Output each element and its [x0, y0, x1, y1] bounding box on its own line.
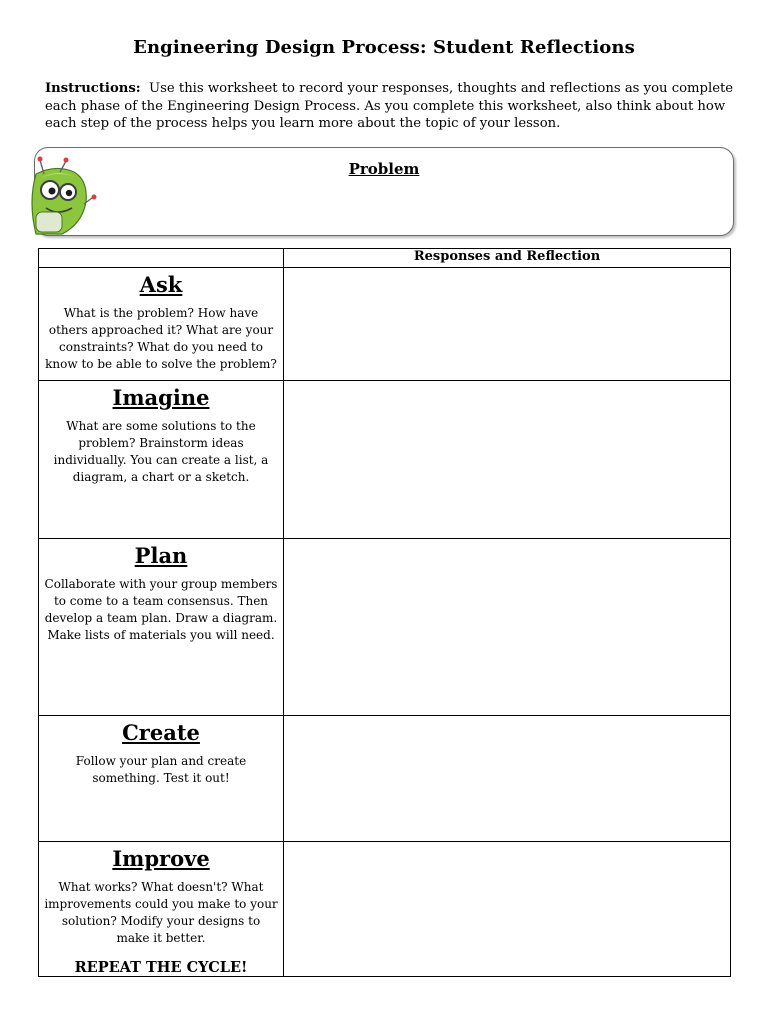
- step-description: What is the problem? How have others approached it? What are your constraints? What do you need to know to be able to solve the problem?: [45, 306, 277, 371]
- reflection-table: [38, 248, 731, 977]
- response-cell-create[interactable]: [284, 716, 731, 842]
- step-title: Ask: [139, 272, 183, 297]
- repeat-cycle-note: REPEAT THE CYCLE!: [74, 959, 248, 976]
- response-cell-plan[interactable]: [284, 539, 731, 716]
- table-row: [39, 716, 731, 842]
- step-description: What are some solutions to the problem? Brainstorm ideas individually. You can create a list, a diagram, a chart or a sketch.: [53, 419, 269, 484]
- instructions-label: Instructions:: [45, 81, 141, 96]
- page-title: Engineering Design Process: Student Reflections: [133, 37, 635, 58]
- step-cell-ask: [39, 268, 284, 381]
- problem-box[interactable]: [34, 147, 734, 236]
- table-row: [39, 842, 731, 977]
- problem-title: Problem: [348, 160, 420, 178]
- response-cell-ask[interactable]: [284, 268, 731, 381]
- step-description: Collaborate with your group members to come to a team consensus. Then develop a team plan. Draw a diagram. Make lists of materials you will need.: [44, 577, 278, 642]
- step-title: Improve: [112, 846, 210, 871]
- response-cell-imagine[interactable]: [284, 381, 731, 539]
- step-cell-plan: [39, 539, 284, 716]
- step-cell-improve: [39, 842, 284, 977]
- responses-header: Responses and Reflection: [284, 249, 731, 268]
- step-description: What works? What doesn't? What improvements could you make to your solution? Modify your designs to make it better.: [44, 880, 278, 945]
- instructions: [45, 80, 735, 133]
- table-row: [39, 268, 731, 381]
- table-row: [39, 381, 731, 539]
- robot-mascot-icon: [30, 154, 100, 236]
- table-row: [39, 539, 731, 716]
- instructions-text: Use this worksheet to record your responses, thoughts and reflections as you complete each phase of the Engineering Design Process. As you complete this worksheet, also think about how each step of the process helps you learn more about the topic of your lesson.: [45, 81, 734, 131]
- response-cell-improve[interactable]: [284, 842, 731, 977]
- step-title: Plan: [134, 543, 188, 568]
- header-empty-cell: [39, 249, 284, 268]
- step-cell-imagine: [39, 381, 284, 539]
- step-description: Follow your plan and create something. Test it out!: [75, 754, 247, 785]
- step-cell-create: [39, 716, 284, 842]
- step-title: Create: [122, 720, 200, 745]
- table-header-row: [39, 249, 731, 268]
- step-title: Imagine: [112, 385, 210, 410]
